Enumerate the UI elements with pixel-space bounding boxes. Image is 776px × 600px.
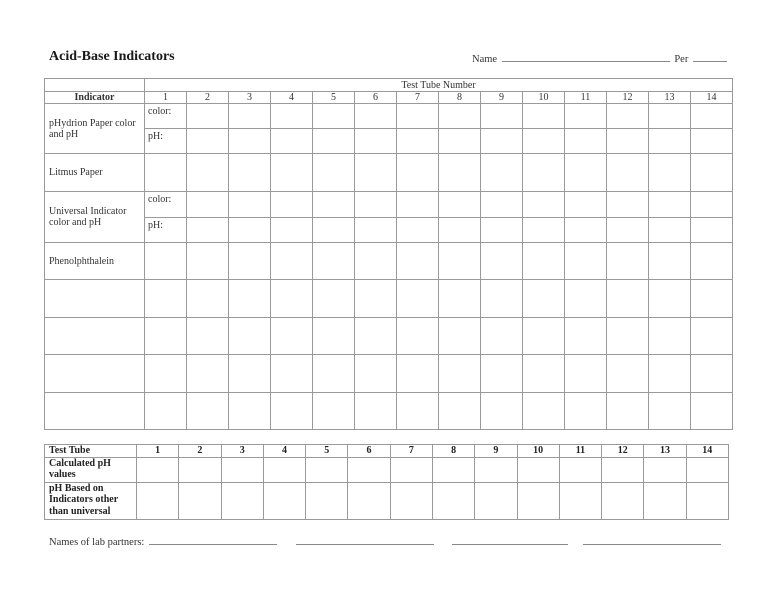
tube-number-1: 1 [145, 92, 187, 104]
data-cell[interactable] [271, 154, 313, 192]
summary-data-cell[interactable] [390, 457, 432, 482]
tube-number-9: 9 [481, 92, 523, 104]
tube-number-10: 10 [523, 92, 565, 104]
data-cell[interactable] [481, 355, 523, 393]
data-cell[interactable] [397, 355, 439, 393]
summary-data-cell[interactable] [390, 482, 432, 519]
data-cell[interactable] [355, 355, 397, 393]
data-cell[interactable] [355, 243, 397, 280]
data-cell[interactable] [355, 154, 397, 192]
summary-data-cell[interactable] [348, 482, 390, 519]
summary-data-cell[interactable] [221, 457, 263, 482]
data-cell[interactable] [481, 280, 523, 318]
data-cell[interactable] [607, 318, 649, 355]
summary-data-cell[interactable] [137, 457, 179, 482]
data-cell[interactable] [355, 192, 397, 218]
indicator-label[interactable] [45, 280, 145, 318]
data-cell[interactable] [355, 218, 397, 243]
indicator-label[interactable]: Litmus Paper [45, 154, 145, 192]
data-cell[interactable] [397, 280, 439, 318]
indicator-label: Universal Indicator color and pH [45, 192, 145, 243]
summary-data-cell[interactable] [559, 482, 601, 519]
data-cell[interactable] [607, 218, 649, 243]
indicator-row [45, 393, 733, 430]
data-cell[interactable] [397, 393, 439, 430]
data-cell[interactable] [271, 280, 313, 318]
data-cell[interactable] [271, 192, 313, 218]
data-cell[interactable] [523, 318, 565, 355]
data-cell[interactable] [649, 318, 691, 355]
data-cell[interactable] [691, 154, 733, 192]
data-cell[interactable] [439, 218, 481, 243]
summary-data-cell[interactable] [263, 482, 305, 519]
sub-label-cell[interactable]: color: [145, 104, 187, 129]
data-cell[interactable] [355, 393, 397, 430]
summary-data-cell[interactable] [686, 457, 728, 482]
data-cell[interactable] [229, 243, 271, 280]
data-cell[interactable] [691, 355, 733, 393]
data-cell[interactable] [565, 393, 607, 430]
indicator-row [45, 218, 733, 243]
data-cell[interactable] [607, 129, 649, 154]
data-cell[interactable] [313, 280, 355, 318]
data-cell[interactable] [565, 318, 607, 355]
data-cell[interactable] [607, 104, 649, 129]
summary-data-cell[interactable] [306, 482, 348, 519]
indicator-label[interactable] [45, 393, 145, 430]
data-cell[interactable] [565, 129, 607, 154]
lab-partners-line [49, 535, 723, 548]
summary-tube-number-1: 1 [137, 445, 179, 458]
data-cell[interactable] [313, 355, 355, 393]
data-cell[interactable] [145, 355, 187, 393]
data-cell[interactable] [145, 393, 187, 430]
summary-data-cell[interactable] [517, 457, 559, 482]
data-cell[interactable] [397, 218, 439, 243]
data-cell[interactable] [523, 129, 565, 154]
summary-data-cell[interactable] [348, 457, 390, 482]
data-cell[interactable] [313, 129, 355, 154]
indicator-row [45, 154, 733, 192]
data-cell[interactable] [565, 355, 607, 393]
data-cell[interactable] [187, 218, 229, 243]
data-cell[interactable] [271, 318, 313, 355]
sub-label-cell[interactable]: pH: [145, 218, 187, 243]
sub-label-cell[interactable]: pH: [145, 129, 187, 154]
data-cell[interactable] [691, 104, 733, 129]
test-tube-number-header: Test Tube Number [145, 79, 733, 92]
indicator-row [45, 104, 733, 129]
data-cell[interactable] [271, 355, 313, 393]
summary-data-cell[interactable] [475, 482, 517, 519]
data-cell[interactable] [439, 104, 481, 129]
data-cell[interactable] [229, 192, 271, 218]
data-cell[interactable] [355, 280, 397, 318]
summary-data-cell[interactable] [559, 457, 601, 482]
data-cell[interactable] [439, 318, 481, 355]
summary-data-cell[interactable] [602, 457, 644, 482]
summary-data-cell[interactable] [602, 482, 644, 519]
data-cell[interactable] [313, 243, 355, 280]
data-cell[interactable] [313, 318, 355, 355]
indicator-label: pHydrion Paper color and pH [45, 104, 145, 154]
tube-number-11: 11 [565, 92, 607, 104]
data-cell[interactable] [397, 129, 439, 154]
tube-number-14: 14 [691, 92, 733, 104]
indicator-label[interactable] [45, 355, 145, 393]
indicator-row [45, 192, 733, 218]
sub-label-cell[interactable]: color: [145, 192, 187, 218]
partner-blank-2[interactable] [296, 535, 434, 545]
data-cell[interactable] [439, 192, 481, 218]
data-cell[interactable] [565, 192, 607, 218]
summary-data-cell[interactable] [644, 457, 686, 482]
data-cell[interactable] [481, 192, 523, 218]
summary-data-cell[interactable] [432, 482, 474, 519]
tube-number-4: 4 [271, 92, 313, 104]
summary-row-label: Calculated pH values [45, 457, 137, 482]
data-cell[interactable] [607, 355, 649, 393]
data-cell[interactable] [523, 280, 565, 318]
data-cell[interactable] [187, 393, 229, 430]
summary-tube-number-4: 4 [263, 445, 305, 458]
data-cell[interactable] [691, 280, 733, 318]
summary-tube-number-9: 9 [475, 445, 517, 458]
summary-tube-number-7: 7 [390, 445, 432, 458]
summary-tube-number-3: 3 [221, 445, 263, 458]
data-cell[interactable] [397, 104, 439, 129]
summary-data-cell[interactable] [644, 482, 686, 519]
period-blank[interactable] [693, 52, 727, 62]
partner-blank-3[interactable] [452, 535, 568, 545]
summary-data-cell[interactable] [179, 457, 221, 482]
data-cell[interactable] [649, 355, 691, 393]
data-cell[interactable] [229, 280, 271, 318]
data-cell[interactable] [565, 280, 607, 318]
summary-data-cell[interactable] [137, 482, 179, 519]
indicator-row [45, 280, 733, 318]
tube-number-2: 2 [187, 92, 229, 104]
data-cell[interactable] [523, 104, 565, 129]
data-cell[interactable] [229, 218, 271, 243]
data-cell[interactable] [271, 393, 313, 430]
data-cell[interactable] [565, 154, 607, 192]
data-cell[interactable] [607, 243, 649, 280]
summary-tube-number-2: 2 [179, 445, 221, 458]
data-cell[interactable] [439, 129, 481, 154]
data-cell[interactable] [187, 243, 229, 280]
data-cell[interactable] [439, 280, 481, 318]
data-cell[interactable] [397, 318, 439, 355]
tube-number-13: 13 [649, 92, 691, 104]
tube-number-8: 8 [439, 92, 481, 104]
data-cell[interactable] [397, 243, 439, 280]
data-cell[interactable] [313, 154, 355, 192]
name-blank[interactable] [502, 52, 670, 62]
partner-blank-1[interactable] [149, 535, 277, 545]
data-cell[interactable] [271, 218, 313, 243]
data-cell[interactable] [229, 129, 271, 154]
data-cell[interactable] [481, 243, 523, 280]
summary-data-cell[interactable] [517, 482, 559, 519]
indicator-table [44, 78, 733, 430]
data-cell[interactable] [649, 104, 691, 129]
summary-tube-number-14: 14 [686, 445, 728, 458]
data-cell[interactable] [481, 318, 523, 355]
indicator-header: Indicator [45, 92, 145, 104]
indicator-row [45, 129, 733, 154]
page-title: Acid-Base Indicators [49, 49, 175, 64]
data-cell[interactable] [397, 192, 439, 218]
data-cell[interactable] [439, 355, 481, 393]
data-cell[interactable] [187, 129, 229, 154]
summary-tube-number-8: 8 [432, 445, 474, 458]
data-cell[interactable] [313, 104, 355, 129]
summary-data-cell[interactable] [179, 482, 221, 519]
data-cell[interactable] [145, 280, 187, 318]
data-cell[interactable] [649, 243, 691, 280]
data-cell[interactable] [313, 192, 355, 218]
blank-corner-cell [45, 79, 145, 92]
indicator-label[interactable] [45, 318, 145, 355]
summary-row-label: pH Based on Indicators other than universal [45, 482, 137, 519]
data-cell[interactable] [187, 318, 229, 355]
data-cell[interactable] [229, 355, 271, 393]
data-cell[interactable] [481, 393, 523, 430]
data-cell[interactable] [523, 192, 565, 218]
data-cell[interactable] [649, 218, 691, 243]
data-cell[interactable] [523, 154, 565, 192]
data-cell[interactable] [649, 129, 691, 154]
data-cell[interactable] [187, 192, 229, 218]
indicator-label[interactable]: Phenolphthalein [45, 243, 145, 280]
summary-data-cell[interactable] [475, 457, 517, 482]
summary-tube-number-10: 10 [517, 445, 559, 458]
summary-data-cell[interactable] [221, 482, 263, 519]
data-cell[interactable] [523, 218, 565, 243]
period-label: Per [674, 54, 689, 65]
data-cell[interactable] [607, 192, 649, 218]
summary-header-row [45, 445, 729, 458]
data-cell[interactable] [565, 104, 607, 129]
data-cell[interactable] [355, 318, 397, 355]
data-cell[interactable] [565, 218, 607, 243]
data-cell[interactable] [523, 243, 565, 280]
indicator-row [45, 243, 733, 280]
data-cell[interactable] [229, 393, 271, 430]
data-cell[interactable] [229, 104, 271, 129]
data-cell[interactable] [355, 104, 397, 129]
data-cell[interactable] [649, 192, 691, 218]
data-cell[interactable] [607, 154, 649, 192]
data-cell[interactable] [229, 318, 271, 355]
data-cell[interactable] [481, 218, 523, 243]
data-cell[interactable] [439, 393, 481, 430]
partner-blank-4[interactable] [583, 535, 721, 545]
data-cell[interactable] [271, 129, 313, 154]
summary-tube-number-11: 11 [559, 445, 601, 458]
data-cell[interactable] [565, 243, 607, 280]
data-cell[interactable] [691, 129, 733, 154]
name-period-line [472, 52, 729, 65]
indicator-row [45, 318, 733, 355]
data-cell[interactable] [145, 154, 187, 192]
data-cell[interactable] [271, 243, 313, 280]
data-cell[interactable] [187, 154, 229, 192]
summary-tube-number-13: 13 [644, 445, 686, 458]
data-cell[interactable] [439, 243, 481, 280]
tube-number-5: 5 [313, 92, 355, 104]
data-cell[interactable] [691, 318, 733, 355]
group-header-row [45, 79, 733, 92]
data-cell[interactable] [439, 154, 481, 192]
summary-tube-number-12: 12 [602, 445, 644, 458]
data-cell[interactable] [649, 154, 691, 192]
tube-number-6: 6 [355, 92, 397, 104]
data-cell[interactable] [481, 104, 523, 129]
data-cell[interactable] [649, 393, 691, 430]
data-cell[interactable] [523, 393, 565, 430]
summary-row [45, 482, 729, 519]
data-cell[interactable] [355, 129, 397, 154]
data-cell[interactable] [607, 393, 649, 430]
tube-number-12: 12 [607, 92, 649, 104]
data-cell[interactable] [145, 243, 187, 280]
test-tube-header: Test Tube [45, 445, 137, 458]
data-cell[interactable] [691, 218, 733, 243]
data-cell[interactable] [481, 154, 523, 192]
data-cell[interactable] [187, 280, 229, 318]
summary-data-cell[interactable] [263, 457, 305, 482]
data-cell[interactable] [649, 280, 691, 318]
tube-number-3: 3 [229, 92, 271, 104]
data-cell[interactable] [691, 393, 733, 430]
indicator-row [45, 355, 733, 393]
name-label: Name [472, 54, 498, 65]
partners-label: Names of lab partners: [49, 537, 145, 548]
summary-row [45, 457, 729, 482]
data-cell[interactable] [271, 104, 313, 129]
tube-number-7: 7 [397, 92, 439, 104]
summary-tube-number-5: 5 [306, 445, 348, 458]
data-cell[interactable] [481, 129, 523, 154]
data-cell[interactable] [229, 154, 271, 192]
data-cell[interactable] [523, 355, 565, 393]
data-cell[interactable] [313, 393, 355, 430]
data-cell[interactable] [145, 318, 187, 355]
tube-number-row [45, 92, 733, 104]
data-cell[interactable] [313, 218, 355, 243]
data-cell[interactable] [691, 192, 733, 218]
summary-data-cell[interactable] [432, 457, 474, 482]
data-cell[interactable] [691, 243, 733, 280]
data-cell[interactable] [397, 154, 439, 192]
summary-data-cell[interactable] [686, 482, 728, 519]
summary-tube-number-6: 6 [348, 445, 390, 458]
summary-table [44, 444, 729, 520]
data-cell[interactable] [187, 355, 229, 393]
data-cell[interactable] [607, 280, 649, 318]
summary-data-cell[interactable] [306, 457, 348, 482]
data-cell[interactable] [187, 104, 229, 129]
